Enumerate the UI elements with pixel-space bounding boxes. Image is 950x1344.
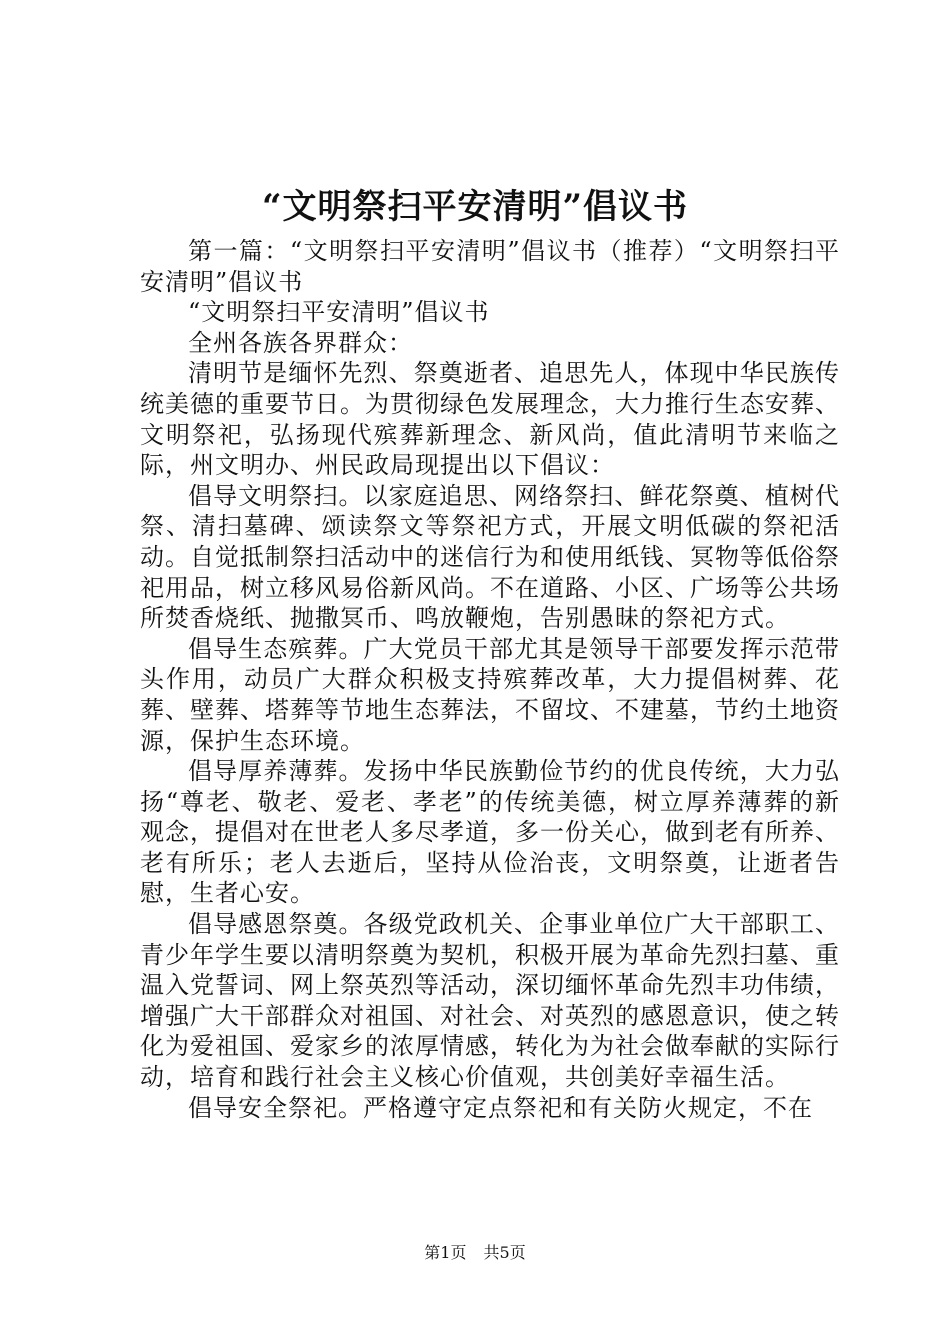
page-number-current: 第1页 — [424, 1243, 467, 1262]
paragraph-filial-care: 倡导厚养薄葬。发扬中华民族勤俭节约的优良传统，大力弘扬“尊老、敬老、爱老、孝老”的传统美德，树立厚养薄葬的新观念，提倡对在世老人多尽孝道，多一份关心，做到老有所养、老有所乐；老人去逝后，坚持从俭治丧，文明祭奠，让逝者告慰，生者心安。 — [140, 757, 840, 908]
page-footer — [0, 1242, 950, 1264]
document-title: “文明祭扫平安清明”倡议书 — [261, 187, 689, 227]
paragraph-safe-rites: 倡导安全祭祀。严格遵守定点祭祀和有关防火规定，不在 — [188, 1093, 813, 1122]
paragraph-grateful-memorial: 倡导感恩祭奠。各级党政机关、企事业单位广大干部职工、青少年学生要以清明祭奠为契机，积极开展为革命先烈扫墓、重温入党誓词、网上祭英烈等活动，深切缅怀革命先烈丰功伟绩，增强广大干部群众对祖国、对社会、对英烈的感恩意识，使之转化为爱祖国、爱家乡的浓厚情感，转化为为社会做奉献的实际行动，培育和践行社会主义核心价值观，共创美好幸福生活。 — [140, 910, 840, 1092]
paragraph-ecological-burial: 倡导生态殡葬。广大党员干部尤其是领导干部要发挥示范带头作用，动员广大群众积极支持殡葬改革，大力提倡树葬、花葬、壁葬、塔葬等节地生态葬法，不留坟、不建墓，节约土地资源，保护生态环境。 — [140, 634, 840, 755]
paragraph-intro-heading: 第一篇：“文明祭扫平安清明”倡议书（推荐）“文明祭扫平安清明”倡议书 — [140, 237, 840, 296]
document-body — [140, 236, 840, 1123]
paragraph-civilized-sweeping: 倡导文明祭扫。以家庭追思、网络祭扫、鲜花祭奠、植树代祭、清扫墓碑、颂读祭文等祭祀方式，开展文明低碳的祭祀活动。自觉抵制祭扫活动中的迷信行为和使用纸钱、冥物等低俗祭祀用品，树立移风易俗新风尚。不在道路、小区、广场等公共场所焚香烧纸、抛撒冥币、鸣放鞭炮，告别愚昧的祭祀方式。 — [140, 481, 840, 633]
paragraph-preface: 清明节是缅怀先烈、祭奠逝者、追思先人，体现中华民族传统美德的重要节日。为贯彻绿色发展理念，大力推行生态安葬、文明祭祀，弘扬现代殡葬新理念、新风尚，值此清明节来临之际，州文明办、州民政局现提出以下倡议： — [140, 359, 840, 480]
paragraph-salutation: 全州各族各界群众： — [188, 328, 413, 357]
page-number-total: 共5页 — [483, 1243, 526, 1262]
paragraph-subtitle: “文明祭扫平安清明”倡议书 — [188, 298, 490, 327]
